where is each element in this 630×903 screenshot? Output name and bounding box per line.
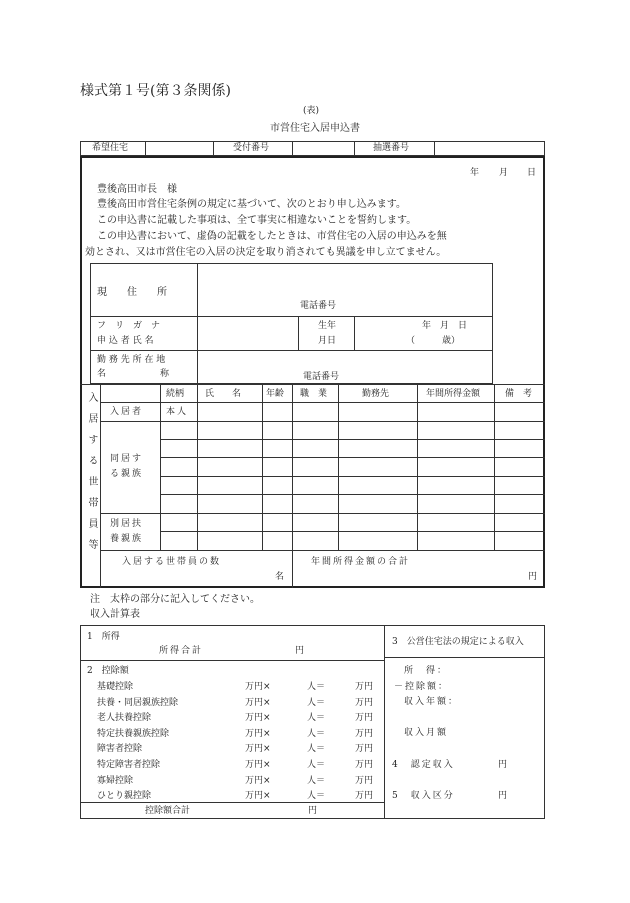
deduction-rate-unit: 万円× — [245, 760, 271, 770]
deduction-rate-unit: 万円× — [245, 775, 271, 786]
deduction-rate-unit: 万円× — [245, 791, 271, 802]
birth-label-2: 月日 — [318, 336, 337, 346]
date-day: 日 — [527, 168, 537, 178]
shotoku-label: 所 得： — [404, 666, 449, 676]
birth-date-format: 年 月 日 — [422, 321, 468, 331]
deduction-rate-unit: 万円× — [245, 713, 271, 724]
address-label: 現 住 所 — [97, 287, 167, 298]
deduction-name: 障害者控除 — [97, 744, 143, 755]
member-count-label: 入居する世帯員の数 — [122, 557, 222, 567]
col-occupation: 職 業 — [300, 389, 328, 399]
deduction-name: ひとり親控除 — [97, 791, 152, 802]
col-annual-income: 年間所得金額 — [426, 389, 481, 399]
declaration-line: この申込書に記載した事項は、全て事実に相違ないことを誓約します。 — [97, 215, 417, 226]
form-title: 市営住宅入居申込書 — [270, 123, 360, 134]
deduction-persons-unit: 人＝ — [307, 697, 326, 708]
note: 注 太枠の部分に記入してください。 — [90, 594, 260, 605]
income-total-label: 年間所得金額の合計 — [311, 557, 411, 567]
declaration-line: 豊後高田市営住宅条例の規定に基づいて、次のとおり申し込みます。 — [97, 199, 406, 210]
deduction-persons-unit: 人＝ — [307, 775, 326, 786]
recognized-income-label: 4 認定収入 — [392, 760, 455, 770]
deduction-rate-unit: 万円× — [245, 728, 271, 739]
income-total-unit: 円 — [528, 572, 538, 582]
deduction-amount-unit: 万円 — [355, 713, 374, 724]
deduction-persons-unit: 人＝ — [307, 791, 326, 802]
recognized-income-yen: 円 — [498, 760, 508, 770]
col-age: 年齢 — [266, 389, 285, 399]
deduction-persons-unit: 人＝ — [307, 728, 326, 739]
calc-title: 収入計算表 — [90, 609, 140, 620]
col-relation: 続柄 — [166, 389, 185, 399]
member-count-unit: 名 — [275, 572, 285, 582]
deduction-rate-unit: 万円× — [245, 744, 271, 755]
deduction-name: 老人扶養控除 — [97, 713, 152, 724]
deduction-total-yen: 円 — [308, 806, 318, 816]
deduction-persons-unit: 人＝ — [307, 713, 326, 724]
col-name: 氏 名 — [205, 389, 242, 399]
income-heading: 1 所得 — [87, 632, 120, 642]
deduction-name: 扶養・同居親族控除 — [97, 697, 179, 708]
deduction-name: 基礎控除 — [97, 682, 134, 692]
declaration-line: 効とされ、又は市営住宅の入居の決定を取り消されても異議を申し立てません。 — [85, 247, 447, 258]
work-phone-label: 電話番号 — [303, 372, 340, 382]
work-address-label: 勤 務 先 所 在 地 — [97, 355, 166, 365]
income-category-yen: 円 — [498, 791, 508, 801]
work-name-label: 名 称 — [97, 369, 170, 379]
deduction-rate-unit: 万円× — [245, 697, 271, 708]
deduction-amount-unit: 万円 — [355, 728, 374, 739]
income-yen: 円 — [295, 646, 305, 656]
birth-label-1: 生年 — [318, 321, 337, 331]
deduction-amount-unit: 万円 — [355, 697, 374, 708]
furigana-label: フ リ ガ ナ — [97, 321, 161, 331]
deduction-heading: 2 控除額 — [87, 666, 129, 676]
phone-label: 電話番号 — [300, 301, 337, 311]
reception-number-label: 受付番号 — [233, 143, 270, 153]
form-number: 様式第１号(第３条関係) — [80, 83, 231, 99]
income-total-label: 所得合計 — [159, 646, 204, 656]
separate-label: 別居扶養親族 — [110, 519, 144, 544]
minus-deduction-label: －控除額： — [394, 682, 450, 692]
deduction-persons-unit: 人＝ — [307, 744, 326, 755]
deduction-amount-unit: 万円 — [355, 791, 374, 802]
annual-income-label: 収入年額： — [404, 697, 460, 707]
resident-relation: 本人 — [166, 407, 189, 417]
addressee: 豊後高田市長 様 — [97, 184, 177, 195]
lottery-number-label: 抽選番号 — [373, 143, 410, 153]
age-format: （ 歳） — [406, 336, 461, 346]
deduction-amount-unit: 万円 — [355, 682, 374, 692]
deduction-rate-unit: 万円× — [245, 682, 271, 692]
deduction-name: 寡婦控除 — [97, 775, 134, 786]
date-year: 年 — [470, 168, 480, 178]
resident-label: 入居者 — [110, 407, 144, 417]
col-workplace: 勤務先 — [362, 389, 390, 399]
col-remarks: 備 考 — [505, 389, 533, 399]
desired-housing-label: 希望住宅 — [92, 143, 129, 153]
public-housing-heading: 3 公営住宅法の規定による収入 — [392, 637, 524, 647]
deduction-persons-unit: 人＝ — [307, 760, 326, 770]
deduction-name: 特定障害者控除 — [97, 760, 161, 770]
date-month: 月 — [499, 168, 509, 178]
deduction-amount-unit: 万円 — [355, 744, 374, 755]
monthly-income-label: 収入月額 — [404, 728, 449, 738]
household-top-line — [80, 384, 545, 385]
deduction-name: 特定扶養親族控除 — [97, 728, 170, 739]
applicant-name-label: 申 込 者 氏 名 — [97, 336, 154, 346]
cohabiting-label: 同居する親族 — [110, 454, 144, 479]
deduction-amount-unit: 万円 — [355, 760, 374, 770]
form-side: (表) — [303, 106, 320, 116]
declaration-line: この申込書において、虚偽の記載をしたときは、市営住宅の入居の申込みを無 — [97, 231, 447, 242]
deduction-persons-unit: 人＝ — [307, 682, 326, 692]
income-category-label: 5 収入区分 — [392, 791, 455, 801]
deduction-total-label: 控除額合計 — [145, 806, 191, 816]
household-side-label: 入居する世帯員等 — [86, 392, 97, 560]
deduction-amount-unit: 万円 — [355, 775, 374, 786]
